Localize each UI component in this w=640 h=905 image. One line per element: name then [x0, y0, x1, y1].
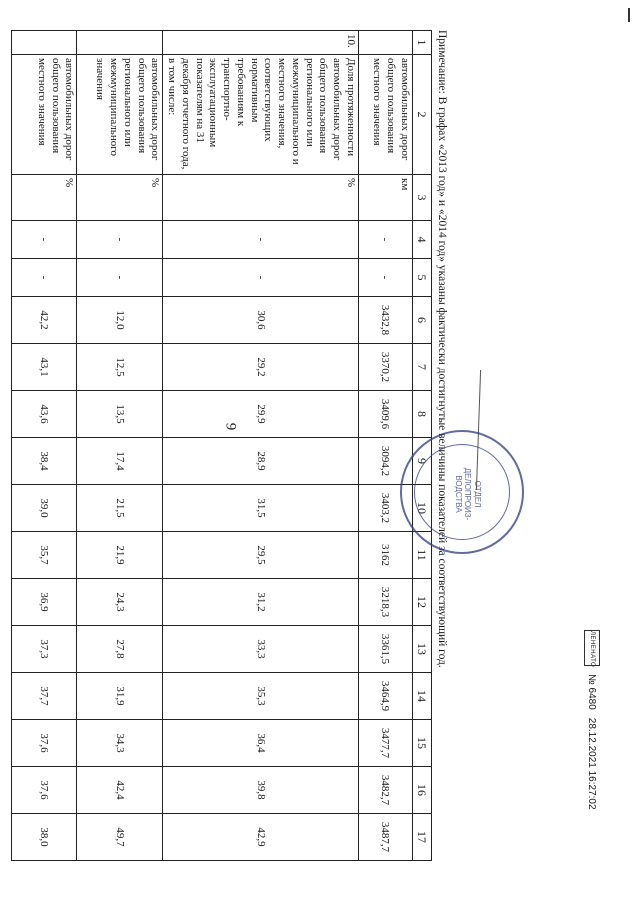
value-cell: - — [359, 259, 413, 297]
value-cell: - — [359, 221, 413, 259]
value-cell: 29,5 — [163, 532, 359, 579]
value-cell: 49,7 — [77, 814, 163, 861]
value-cell: - — [77, 221, 163, 259]
value-cell: 34,3 — [77, 720, 163, 767]
value-cell: 3403,2 — [359, 485, 413, 532]
value-cell: 38,4 — [12, 438, 77, 485]
header-cell: 14 — [413, 673, 432, 720]
value-cell: 35,3 — [163, 673, 359, 720]
value-cell: - — [163, 259, 359, 297]
value-cell: 3361,5 — [359, 626, 413, 673]
header-cell: 11 — [413, 532, 432, 579]
value-cell: 37,6 — [12, 720, 77, 767]
document-datetime: 28.12.2021 16:27:02 — [586, 717, 598, 810]
header-cell: 9 — [413, 438, 432, 485]
value-cell: - — [12, 221, 77, 259]
table-row — [359, 31, 413, 861]
row-number — [12, 31, 77, 55]
value-cell: 39,0 — [12, 485, 77, 532]
value-cell: 36,4 — [163, 720, 359, 767]
unit-cell: % — [163, 175, 359, 221]
header-cell: 1 — [413, 31, 432, 55]
value-cell: 21,5 — [77, 485, 163, 532]
table-row — [12, 31, 77, 861]
value-cell: 17,4 — [77, 438, 163, 485]
value-cell: 3409,6 — [359, 391, 413, 438]
value-cell: 38,0 — [12, 814, 77, 861]
indicators-table — [12, 30, 433, 861]
table-row — [163, 31, 359, 861]
table-row — [77, 31, 163, 861]
value-cell: 37,6 — [12, 767, 77, 814]
value-cell: 30,6 — [163, 297, 359, 344]
header-cell: 15 — [413, 720, 432, 767]
header-cell: 6 — [413, 297, 432, 344]
value-cell: 12,5 — [77, 344, 163, 391]
header-cell: 10 — [413, 485, 432, 532]
header-cell: 3 — [413, 175, 432, 221]
indicator-name: автомобильных дорог общего пользования регионального или межмуниципального значения — [77, 55, 163, 175]
indicator-name: Доля протяженности автомобильных дорог общего пользования регионального или межмуниципального и местного значения, соответствующих нормативным требованиям к транспортно-эксплуатационным показателям на 31 декабря отчетного года, в том числе: — [163, 55, 359, 175]
value-cell: - — [77, 259, 163, 297]
header-cell: 4 — [413, 221, 432, 259]
row-number — [359, 31, 413, 55]
value-cell: 31,2 — [163, 579, 359, 626]
document-footer — [584, 630, 600, 810]
value-cell: 13,5 — [77, 391, 163, 438]
value-cell: 37,3 — [12, 626, 77, 673]
footnote: Примечание: В графах «2013 год» и «2014 год» указаны фактически достигнутые величины показателей за соответствующий год. — [436, 30, 448, 668]
registry-logo: ЛЕНЕНАТО — [584, 630, 600, 666]
value-cell: 31,9 — [77, 673, 163, 720]
page-number: 9 — [222, 422, 239, 431]
value-cell: 37,7 — [12, 673, 77, 720]
header-cell: 5 — [413, 259, 432, 297]
header-cell: 16 — [413, 767, 432, 814]
value-cell: 12,0 — [77, 297, 163, 344]
row-number — [77, 31, 163, 55]
indicator-name: автомобильных дорог общего пользования местного значения — [12, 55, 77, 175]
value-cell: 33,3 — [163, 626, 359, 673]
value-cell: 42,2 — [12, 297, 77, 344]
value-cell: 29,9 — [163, 391, 359, 438]
value-cell: 36,9 — [12, 579, 77, 626]
value-cell: 35,7 — [12, 532, 77, 579]
value-cell: 3482,7 — [359, 767, 413, 814]
value-cell: 24,3 — [77, 579, 163, 626]
edge-mark — [628, 8, 630, 22]
value-cell: 3094,2 — [359, 438, 413, 485]
value-cell: 27,8 — [77, 626, 163, 673]
value-cell: 3162 — [359, 532, 413, 579]
unit-cell: % — [12, 175, 77, 221]
unit-cell: % — [77, 175, 163, 221]
stamp-text: ОТДЕЛ ДЕЛОПРОИЗ-ВОДСТВА — [453, 467, 482, 521]
header-cell: 2 — [413, 55, 432, 175]
value-cell: 42,4 — [77, 767, 163, 814]
value-cell: 3464,9 — [359, 673, 413, 720]
unit-cell: км — [359, 175, 413, 221]
header-cell: 17 — [413, 814, 432, 861]
value-cell: 28,9 — [163, 438, 359, 485]
value-cell: 39,8 — [163, 767, 359, 814]
value-cell: 42,9 — [163, 814, 359, 861]
header-cell: 8 — [413, 391, 432, 438]
header-cell: 12 — [413, 579, 432, 626]
value-cell: 3370,2 — [359, 344, 413, 391]
row-number: 10. — [163, 31, 359, 55]
header-cell: 7 — [413, 344, 432, 391]
value-cell: - — [12, 259, 77, 297]
indicator-name: автомобильных дорог общего пользования местного значения — [359, 55, 413, 175]
value-cell: 43,1 — [12, 344, 77, 391]
header-cell: 13 — [413, 626, 432, 673]
value-cell: 43,6 — [12, 391, 77, 438]
official-stamp — [400, 430, 524, 554]
value-cell: 3218,3 — [359, 579, 413, 626]
value-cell: 3477,7 — [359, 720, 413, 767]
value-cell: 29,2 — [163, 344, 359, 391]
value-cell: 3432,8 — [359, 297, 413, 344]
value-cell: - — [163, 221, 359, 259]
document-number: № 6480 — [586, 674, 598, 710]
value-cell: 3487,7 — [359, 814, 413, 861]
indicators-table-rotated — [36, 30, 432, 853]
value-cell: 21,9 — [77, 532, 163, 579]
value-cell: 31,5 — [163, 485, 359, 532]
